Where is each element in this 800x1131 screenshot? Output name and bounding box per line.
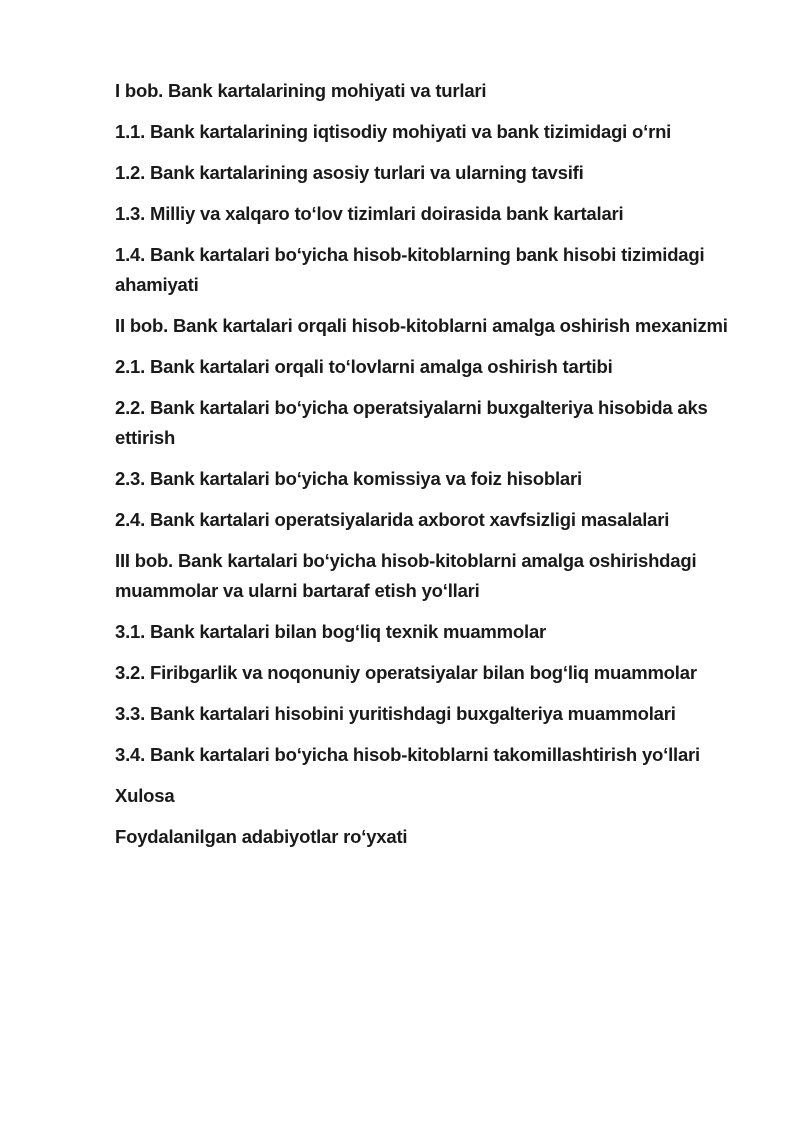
toc-section-2-1: 2.1. Bank kartalari orqali to‘lovlarni amalga oshirish tartibi [115,356,613,377]
toc-section-2-2: 2.2. Bank kartalari bo‘yicha operatsiyalarni buxgalteriya hisobida aks ettirish [115,397,708,448]
toc-section-3-4: 3.4. Bank kartalari bo‘yicha hisob-kitoblarni takomillashtirish yo‘llari [115,744,700,765]
toc-section-1-3: 1.3. Milliy va xalqaro to‘lov tizimlari doirasida bank kartalari [115,203,624,224]
toc-section-2-3: 2.3. Bank kartalari bo‘yicha komissiya va foiz hisoblari [115,468,582,489]
toc-section-2-4: 2.4. Bank kartalari operatsiyalarida axborot xavfsizligi masalalari [115,509,670,530]
toc-section-1-1: 1.1. Bank kartalarining iqtisodiy mohiyati va bank tizimidagi o‘rni [115,121,672,142]
toc-section-3-2: 3.2. Firibgarlik va noqonuniy operatsiyalar bilan bog‘liq muammolar [115,662,697,683]
toc-chapter-1-heading: I bob. Bank kartalarining mohiyati va turlari [115,80,487,101]
toc-references: Foydalanilgan adabiyotlar ro‘yxati [115,826,408,847]
toc-section-1-2: 1.2. Bank kartalarining asosiy turlari va ularning tavsifi [115,162,584,183]
toc-chapter-2-heading: II bob. Bank kartalari orqali hisob-kitoblarni amalga oshirish mexanizmi [115,315,728,336]
toc-chapter-3-heading: III bob. Bank kartalari bo‘yicha hisob-kitoblarni amalga oshirishdagi muammolar va ularni bartaraf etish yo‘llari [115,550,697,601]
toc-section-1-4: 1.4. Bank kartalari bo‘yicha hisob-kitoblarning bank hisobi tizimidagi ahamiyati [115,244,705,295]
toc-section-3-3: 3.3. Bank kartalari hisobini yuritishdagi buxgalteriya muammolari [115,703,676,724]
toc-section-3-1: 3.1. Bank kartalari bilan bog‘liq texnik muammolar [115,621,547,642]
table-of-contents [115,76,735,863]
toc-conclusion: Xulosa [115,785,175,806]
